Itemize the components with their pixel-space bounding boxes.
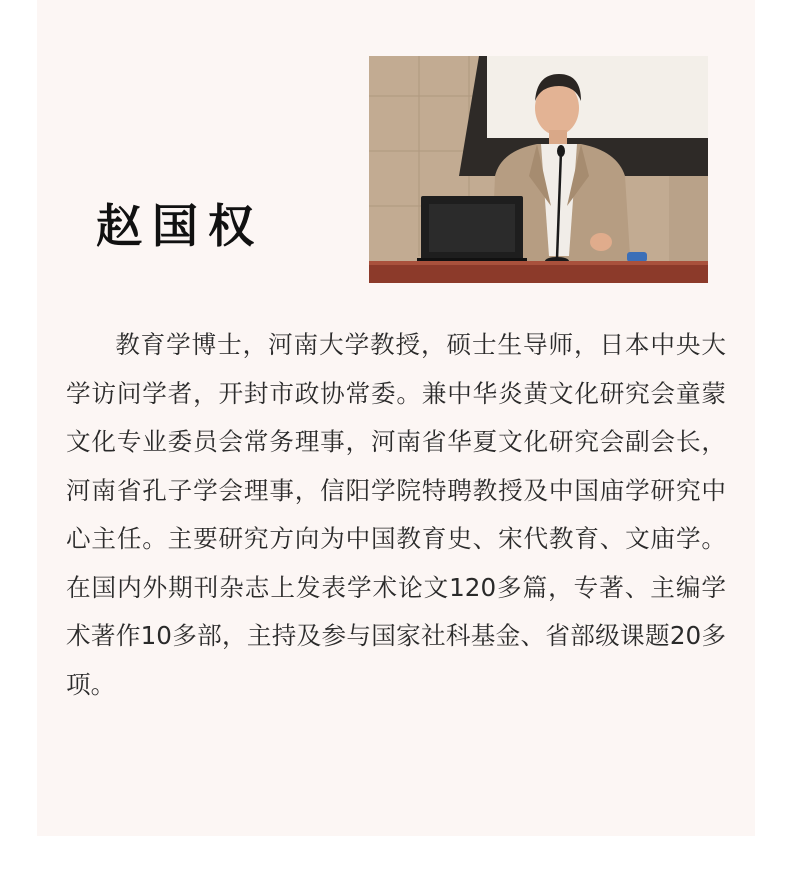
- person-name: 赵国权: [96, 199, 264, 253]
- portrait-photo: [369, 56, 708, 283]
- biography-text: 教育学博士，河南大学教授，硕士生导师，日本中央大学访问学者，开封市政协常委。兼中华炎黄文化研究会童蒙文化专业委员会常务理事，河南省华夏文化研究会副会长，河南省孔子学会理事，信阳学院特聘教授及中国庙学研究中心主任。主要研究方向为中国教育史、宋代教育、文庙学。在国内外期刊杂志上发表学术论文120多篇，专著、主编学术著作10多部，主持及参与国家社科基金、省部级课题20多项。: [66, 330, 726, 699]
